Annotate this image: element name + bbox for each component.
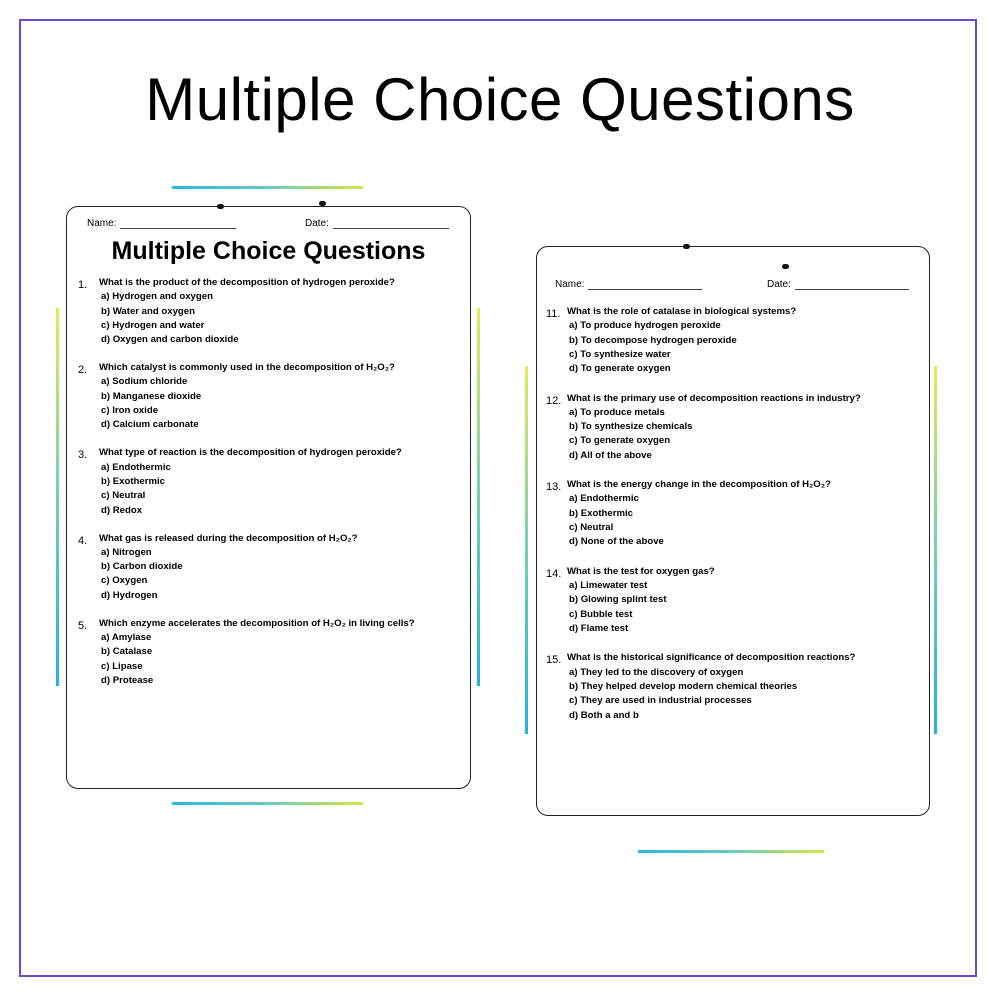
answer-option[interactable]: b) Carbon dioxide [101, 561, 183, 573]
answer-option[interactable]: b) To synthesize chemicals [569, 421, 693, 433]
question-text: What is the historical significance of decomposition reactions? [567, 652, 856, 664]
question-number: 15. [546, 654, 562, 667]
question-item [78, 362, 458, 442]
question-item [78, 447, 458, 527]
answer-option[interactable]: d) None of the above [569, 536, 664, 548]
answer-option[interactable]: d) To generate oxygen [569, 363, 671, 375]
date-label: Date: [305, 218, 329, 229]
answer-option[interactable]: d) Calcium carbonate [101, 419, 199, 431]
question-number: 5. [78, 619, 88, 632]
accent-line-left-outer [56, 308, 59, 686]
answer-option[interactable]: b) Glowing splint test [569, 594, 667, 606]
question-item [78, 618, 458, 698]
question-text: Which catalyst is commonly used in the decomposition of H₂O₂? [99, 362, 395, 374]
accent-line-bottom-right [638, 850, 824, 853]
answer-option[interactable]: c) Iron oxide [101, 405, 159, 417]
accent-line-top-left [172, 186, 363, 189]
question-text: What is the energy change in the decomposition of H₂O₂? [567, 479, 831, 491]
answer-option[interactable]: c) To generate oxygen [569, 435, 671, 447]
question-number: 1. [78, 279, 88, 291]
answer-option[interactable]: a) To produce metals [569, 406, 665, 418]
answer-option[interactable]: d) All of the above [569, 449, 652, 461]
question-item [546, 566, 926, 646]
answer-option[interactable]: c) Oxygen [101, 575, 148, 587]
question-number: 13. [546, 481, 562, 494]
answer-option[interactable]: a) To produce hydrogen peroxide [569, 320, 721, 332]
answer-option[interactable]: a) Limewater test [569, 580, 648, 592]
question-number: 4. [78, 534, 88, 547]
answer-option[interactable]: a) Endothermic [569, 493, 639, 505]
name-field[interactable] [555, 279, 702, 290]
accent-line-left-inner [477, 308, 480, 686]
name-label: Name: [555, 279, 585, 290]
question-item [546, 393, 926, 473]
answer-option[interactable]: c) To synthesize water [569, 348, 671, 360]
answer-option[interactable]: b) Exothermic [101, 475, 165, 487]
question-text: What gas is released during the decomposition of H₂O₂? [99, 532, 358, 544]
answer-option[interactable]: b) To decompose hydrogen peroxide [569, 334, 737, 346]
question-number: 12. [546, 394, 562, 407]
answer-option[interactable]: a) Nitrogen [101, 546, 152, 558]
answer-option[interactable]: c) Lipase [101, 660, 143, 672]
answer-option[interactable]: d) Oxygen and carbon dioxide [101, 334, 239, 346]
date-field[interactable] [767, 279, 909, 290]
worksheet-left [66, 206, 471, 789]
question-number: 14. [546, 567, 562, 580]
answer-option[interactable]: a) Endothermic [101, 461, 171, 473]
answer-option[interactable]: b) Manganese dioxide [101, 390, 202, 402]
answer-option[interactable]: b) Water and oxygen [101, 305, 195, 317]
answer-option[interactable]: a) Amylase [101, 632, 152, 644]
question-number: 11. [546, 308, 561, 320]
answer-option[interactable]: b) Catalase [101, 646, 153, 658]
worksheet-title: Multiple Choice Questions [111, 237, 426, 265]
question-item [546, 479, 926, 559]
question-text: Which enzyme accelerates the decomposition of H₂O₂ in living cells? [99, 617, 415, 629]
accent-line-right-outer [525, 366, 528, 734]
binder-pin [319, 201, 326, 206]
worksheet-right [536, 246, 930, 816]
name-field[interactable] [87, 218, 236, 229]
answer-option[interactable]: c) Neutral [569, 522, 614, 534]
question-text: What is the primary use of decomposition reactions in industry? [567, 392, 861, 404]
answer-option[interactable]: d) Flame test [569, 622, 629, 634]
answer-option[interactable]: d) Protease [101, 674, 154, 686]
question-number: 3. [78, 449, 88, 462]
answer-option[interactable]: c) Bubble test [569, 608, 633, 620]
binder-pin [683, 244, 690, 249]
answer-option[interactable]: a) Hydrogen and oxygen [101, 291, 213, 303]
answer-option[interactable]: d) Redox [101, 504, 143, 516]
answer-option[interactable]: c) Hydrogen and water [101, 319, 205, 331]
question-text: What is the product of the decomposition of hydrogen peroxide? [99, 277, 395, 288]
answer-option[interactable]: c) Neutral [101, 490, 146, 502]
question-text: What type of reaction is the decomposition of hydrogen peroxide? [99, 447, 402, 459]
answer-option[interactable]: a) They led to the discovery of oxygen [569, 666, 744, 678]
question-number: 2. [78, 364, 88, 377]
page-title: Multiple Choice Questions [145, 66, 855, 133]
answer-option[interactable]: d) Both a and b [569, 709, 639, 721]
date-field[interactable] [305, 218, 449, 229]
answer-option[interactable]: c) They are used in industrial processes [569, 695, 752, 707]
answer-option[interactable]: b) Exothermic [569, 507, 633, 519]
name-label: Name: [87, 218, 117, 229]
accent-line-bottom-left [172, 802, 363, 805]
answer-option[interactable]: a) Sodium chloride [101, 376, 188, 388]
question-item [78, 533, 458, 613]
answer-option[interactable]: b) They helped develop modern chemical theories [569, 680, 798, 692]
binder-pin [217, 204, 224, 209]
date-input-line[interactable] [795, 280, 909, 290]
question-item [546, 652, 926, 732]
date-input-line[interactable] [333, 219, 449, 229]
accent-line-right-inner [934, 366, 937, 734]
name-input-line[interactable] [588, 280, 702, 290]
binder-pin [782, 264, 789, 269]
name-input-line[interactable] [120, 219, 236, 229]
question-item [78, 277, 458, 357]
answer-option[interactable]: d) Hydrogen [101, 589, 158, 601]
question-text: What is the role of catalase in biological systems? [567, 306, 797, 317]
date-label: Date: [767, 279, 791, 290]
question-text: What is the test for oxygen gas? [567, 565, 715, 577]
question-item [546, 306, 926, 386]
